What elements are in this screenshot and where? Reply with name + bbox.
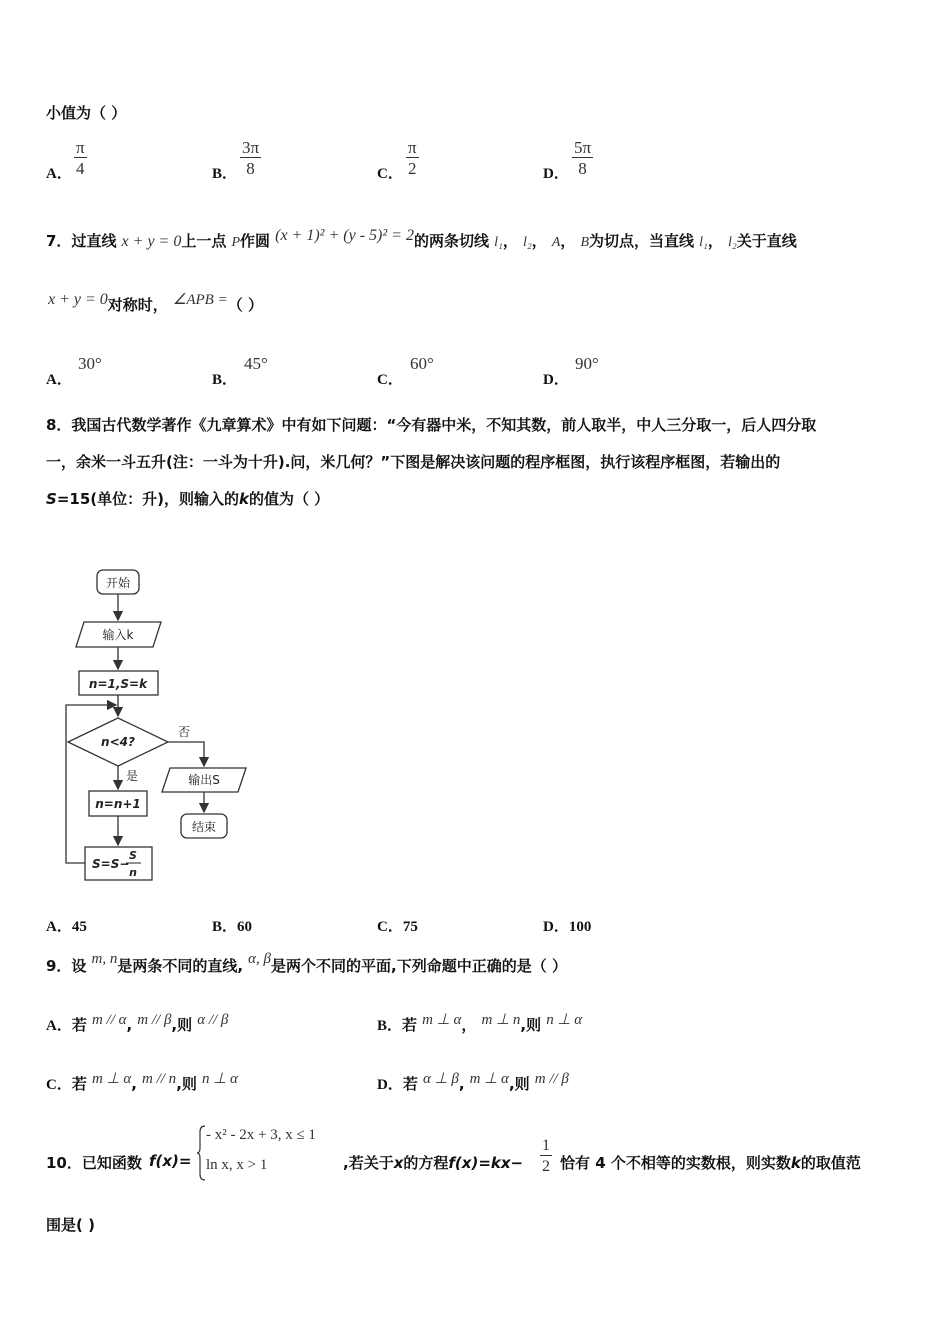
q7-line-l2: l₂ [728, 235, 737, 250]
q7-option-b-value: 45° [244, 354, 268, 373]
q10-stem-tail [560, 1152, 861, 1173]
q7-sep: ， [531, 232, 547, 250]
q7-point-a: A [551, 235, 561, 250]
flow-update-label: S=S− [92, 857, 130, 871]
q10-var-x: x [393, 1154, 404, 1172]
q7-line-l1: l₁ [494, 235, 503, 250]
q8-stem-line3 [46, 488, 329, 509]
q10-stem-line2: 围是( ) [46, 1216, 95, 1234]
q10-stem-continued [343, 1152, 523, 1173]
q9-number: 9．设 [46, 957, 87, 975]
q7-line-l1: l₁ [699, 235, 708, 250]
q8-option-label: A． [46, 919, 72, 935]
q7-sep: ， [560, 232, 576, 250]
q6-option-a-value [74, 138, 87, 179]
q10-case-1: - x² - 2x + 3, x ≤ 1 [206, 1127, 316, 1143]
q9-condition: m // α [91, 1012, 127, 1028]
q9-stem [46, 951, 567, 976]
q9-conclusion: α // β [197, 1012, 229, 1028]
fraction-denominator: 2 [408, 159, 417, 178]
q7-stem-line1 [46, 227, 797, 251]
q9-then: ,则 [171, 1016, 193, 1034]
q9-lines-mn: m, n [91, 951, 118, 967]
q8-option-label: D． [543, 919, 569, 935]
q9-condition: α ⊥ β [422, 1071, 459, 1087]
q8-option-c[interactable] [377, 915, 418, 936]
q7-text: （ ） [227, 296, 263, 314]
flow-end-label: 结束 [191, 820, 217, 834]
q9-condition: m ⊥ n [481, 1012, 521, 1028]
q8-var-s: S [46, 490, 57, 508]
q6-option-d-label[interactable]: D． [543, 166, 569, 182]
q7-circle-equation: (x + 1)² + (y - 5)² = 2 [275, 227, 414, 244]
q7-sep: ， [707, 232, 723, 250]
q8-option-d[interactable] [543, 915, 591, 936]
q10-text: ,若关于 [343, 1154, 394, 1172]
q9-condition: m // n [142, 1071, 177, 1087]
q10-var-k: k [790, 1154, 801, 1172]
q8-option-label: B． [212, 919, 238, 935]
q8-option-b[interactable] [212, 915, 252, 936]
q6-option-c-label[interactable]: C． [377, 166, 403, 182]
fraction-numerator: 1 [542, 1137, 550, 1154]
q7-option-b-label[interactable]: B． [212, 372, 238, 388]
q7-stem-line2 [48, 291, 263, 315]
q8-option-value: 45 [71, 919, 87, 935]
flow-yes-label: 是 [126, 769, 139, 783]
q9-condition: m ⊥ α [422, 1012, 462, 1028]
q7-point-b: B [580, 235, 590, 250]
flow-init-label: n=1,S=k [88, 677, 148, 691]
q7-number: 7． [46, 232, 72, 250]
q8-option-value: 100 [568, 919, 592, 935]
q9-condition: m ⊥ α [91, 1071, 132, 1087]
q10-fx: f(x)= [149, 1152, 192, 1170]
q7-line-equation-2: x + y = 0 [48, 291, 108, 308]
fraction-denominator: 8 [578, 159, 587, 178]
fraction-denominator: 8 [246, 159, 255, 178]
q6-option-c-value [406, 138, 419, 179]
q10-text: 的方程 [403, 1154, 449, 1172]
q7-text: 为切点，当直线 [589, 232, 695, 250]
flow-start-label: 开始 [105, 576, 131, 590]
program-flowchart [60, 565, 260, 885]
q8-text: 的值为（ ） [248, 490, 330, 508]
q9-planes-ab: α, β [248, 951, 272, 967]
q6-option-a-label[interactable]: A． [46, 166, 72, 182]
fraction-numerator: 3π [242, 138, 260, 157]
q6-option-b-value [240, 138, 261, 179]
fraction-numerator: π [76, 138, 85, 157]
q9-option-b[interactable]: B．若 m ⊥ α， m ⊥ n,则 n ⊥ α [377, 1012, 583, 1034]
q9-option-d[interactable]: D．若 α ⊥ β, m ⊥ α,则 m // β [377, 1071, 569, 1093]
q9-option-label: B．若 [377, 1018, 418, 1034]
fraction-numerator: 5π [574, 138, 592, 157]
q7-option-a-value: 30° [78, 354, 102, 373]
fraction-numerator: π [408, 138, 417, 157]
q7-line-l2: l₂ [522, 235, 532, 250]
flow-update-numerator: S [129, 849, 137, 862]
q8-text: =15(单位：升)，则输入的 [56, 490, 239, 508]
q7-angle-apb: ∠APB = [172, 292, 228, 308]
q10-equation: f(x)=kx− [448, 1154, 524, 1172]
fraction-denominator: 4 [76, 159, 85, 178]
q9-text: 是两个不同的平面,下列命题中正确的是（ ） [271, 957, 567, 975]
q6-option-b-label[interactable]: B． [212, 166, 238, 182]
q7-option-d-value: 90° [575, 354, 599, 373]
q8-stem-line1: 8．我国古代数学著作《九章算术》中有如下问题：“今有器中米，不知其数，前人取半，中人三分取一，后人四分取 [46, 416, 817, 434]
q7-option-c-label[interactable]: C． [377, 372, 403, 388]
q7-text: 的两条切线 [413, 232, 489, 250]
q9-conclusion: m // β [534, 1071, 569, 1087]
q9-option-label: C．若 [46, 1077, 87, 1093]
q9-then: ,则 [176, 1075, 197, 1093]
q7-text: 对称时， [107, 296, 168, 314]
q9-option-a[interactable]: A．若 m // α, m // β,则 α // β [46, 1012, 229, 1034]
q6-option-d-value [572, 138, 593, 179]
q8-var-k: k [238, 490, 249, 508]
q10-piecewise [196, 1124, 344, 1182]
flow-update-denominator: n [129, 866, 137, 879]
q10-number: 10．已知函数 [46, 1154, 142, 1172]
q7-option-a-label[interactable]: A． [46, 372, 72, 388]
q9-then: ,则 [508, 1075, 530, 1093]
q7-option-d-label[interactable]: D． [543, 372, 569, 388]
q8-stem-line2: 一，余米一斗五升(注：一斗为十升).问，米几何？”下图是解决该问题的程序框图，执行该程序框图，若输出的 [46, 453, 781, 471]
q6-stem-tail: 小值为（ ） [46, 104, 127, 122]
flow-no-label: 否 [178, 725, 191, 739]
q7-line-equation: x + y = 0 [121, 233, 182, 250]
flow-input-label: 输入k [102, 628, 134, 642]
q9-conclusion: n ⊥ α [546, 1012, 583, 1028]
q8-option-value: 60 [237, 919, 253, 935]
q10-case-2: ln x, x > 1 [206, 1157, 268, 1173]
q9-option-label: D．若 [377, 1077, 418, 1093]
q9-then: ,则 [520, 1016, 542, 1034]
q7-text: 关于直线 [736, 232, 797, 250]
q7-sep: ， [502, 232, 518, 250]
q7-point-p: P [231, 235, 241, 250]
q9-text: 是两条不同的直线, [117, 957, 244, 975]
q8-option-label: C． [377, 919, 403, 935]
q8-option-value: 75 [402, 919, 418, 935]
q7-text: 过直线 [71, 232, 117, 250]
q7-option-c-value: 60° [410, 354, 434, 373]
q9-option-c[interactable]: C．若 m ⊥ α, m // n,则 n ⊥ α [46, 1071, 238, 1093]
q7-text: 作圆 [240, 232, 271, 250]
q10-fraction [540, 1136, 552, 1177]
flow-increment-label: n=n+1 [95, 797, 141, 811]
q9-condition: m ⊥ α [469, 1071, 509, 1087]
q7-text: 上一点 [181, 232, 227, 250]
q9-conclusion: n ⊥ α [201, 1071, 238, 1087]
q9-condition: m // β [137, 1012, 172, 1028]
q10-text: 的取值范 [800, 1154, 861, 1172]
fraction-denominator: 2 [542, 1158, 550, 1175]
q10-text: 恰有 4 个不相等的实数根，则实数 [560, 1154, 791, 1172]
q9-option-label: A．若 [46, 1018, 87, 1034]
flow-condition-label: n<4? [101, 735, 135, 749]
q8-option-a[interactable] [46, 915, 87, 936]
flow-output-label: 输出S [188, 773, 220, 787]
brace-icon [196, 1124, 206, 1182]
